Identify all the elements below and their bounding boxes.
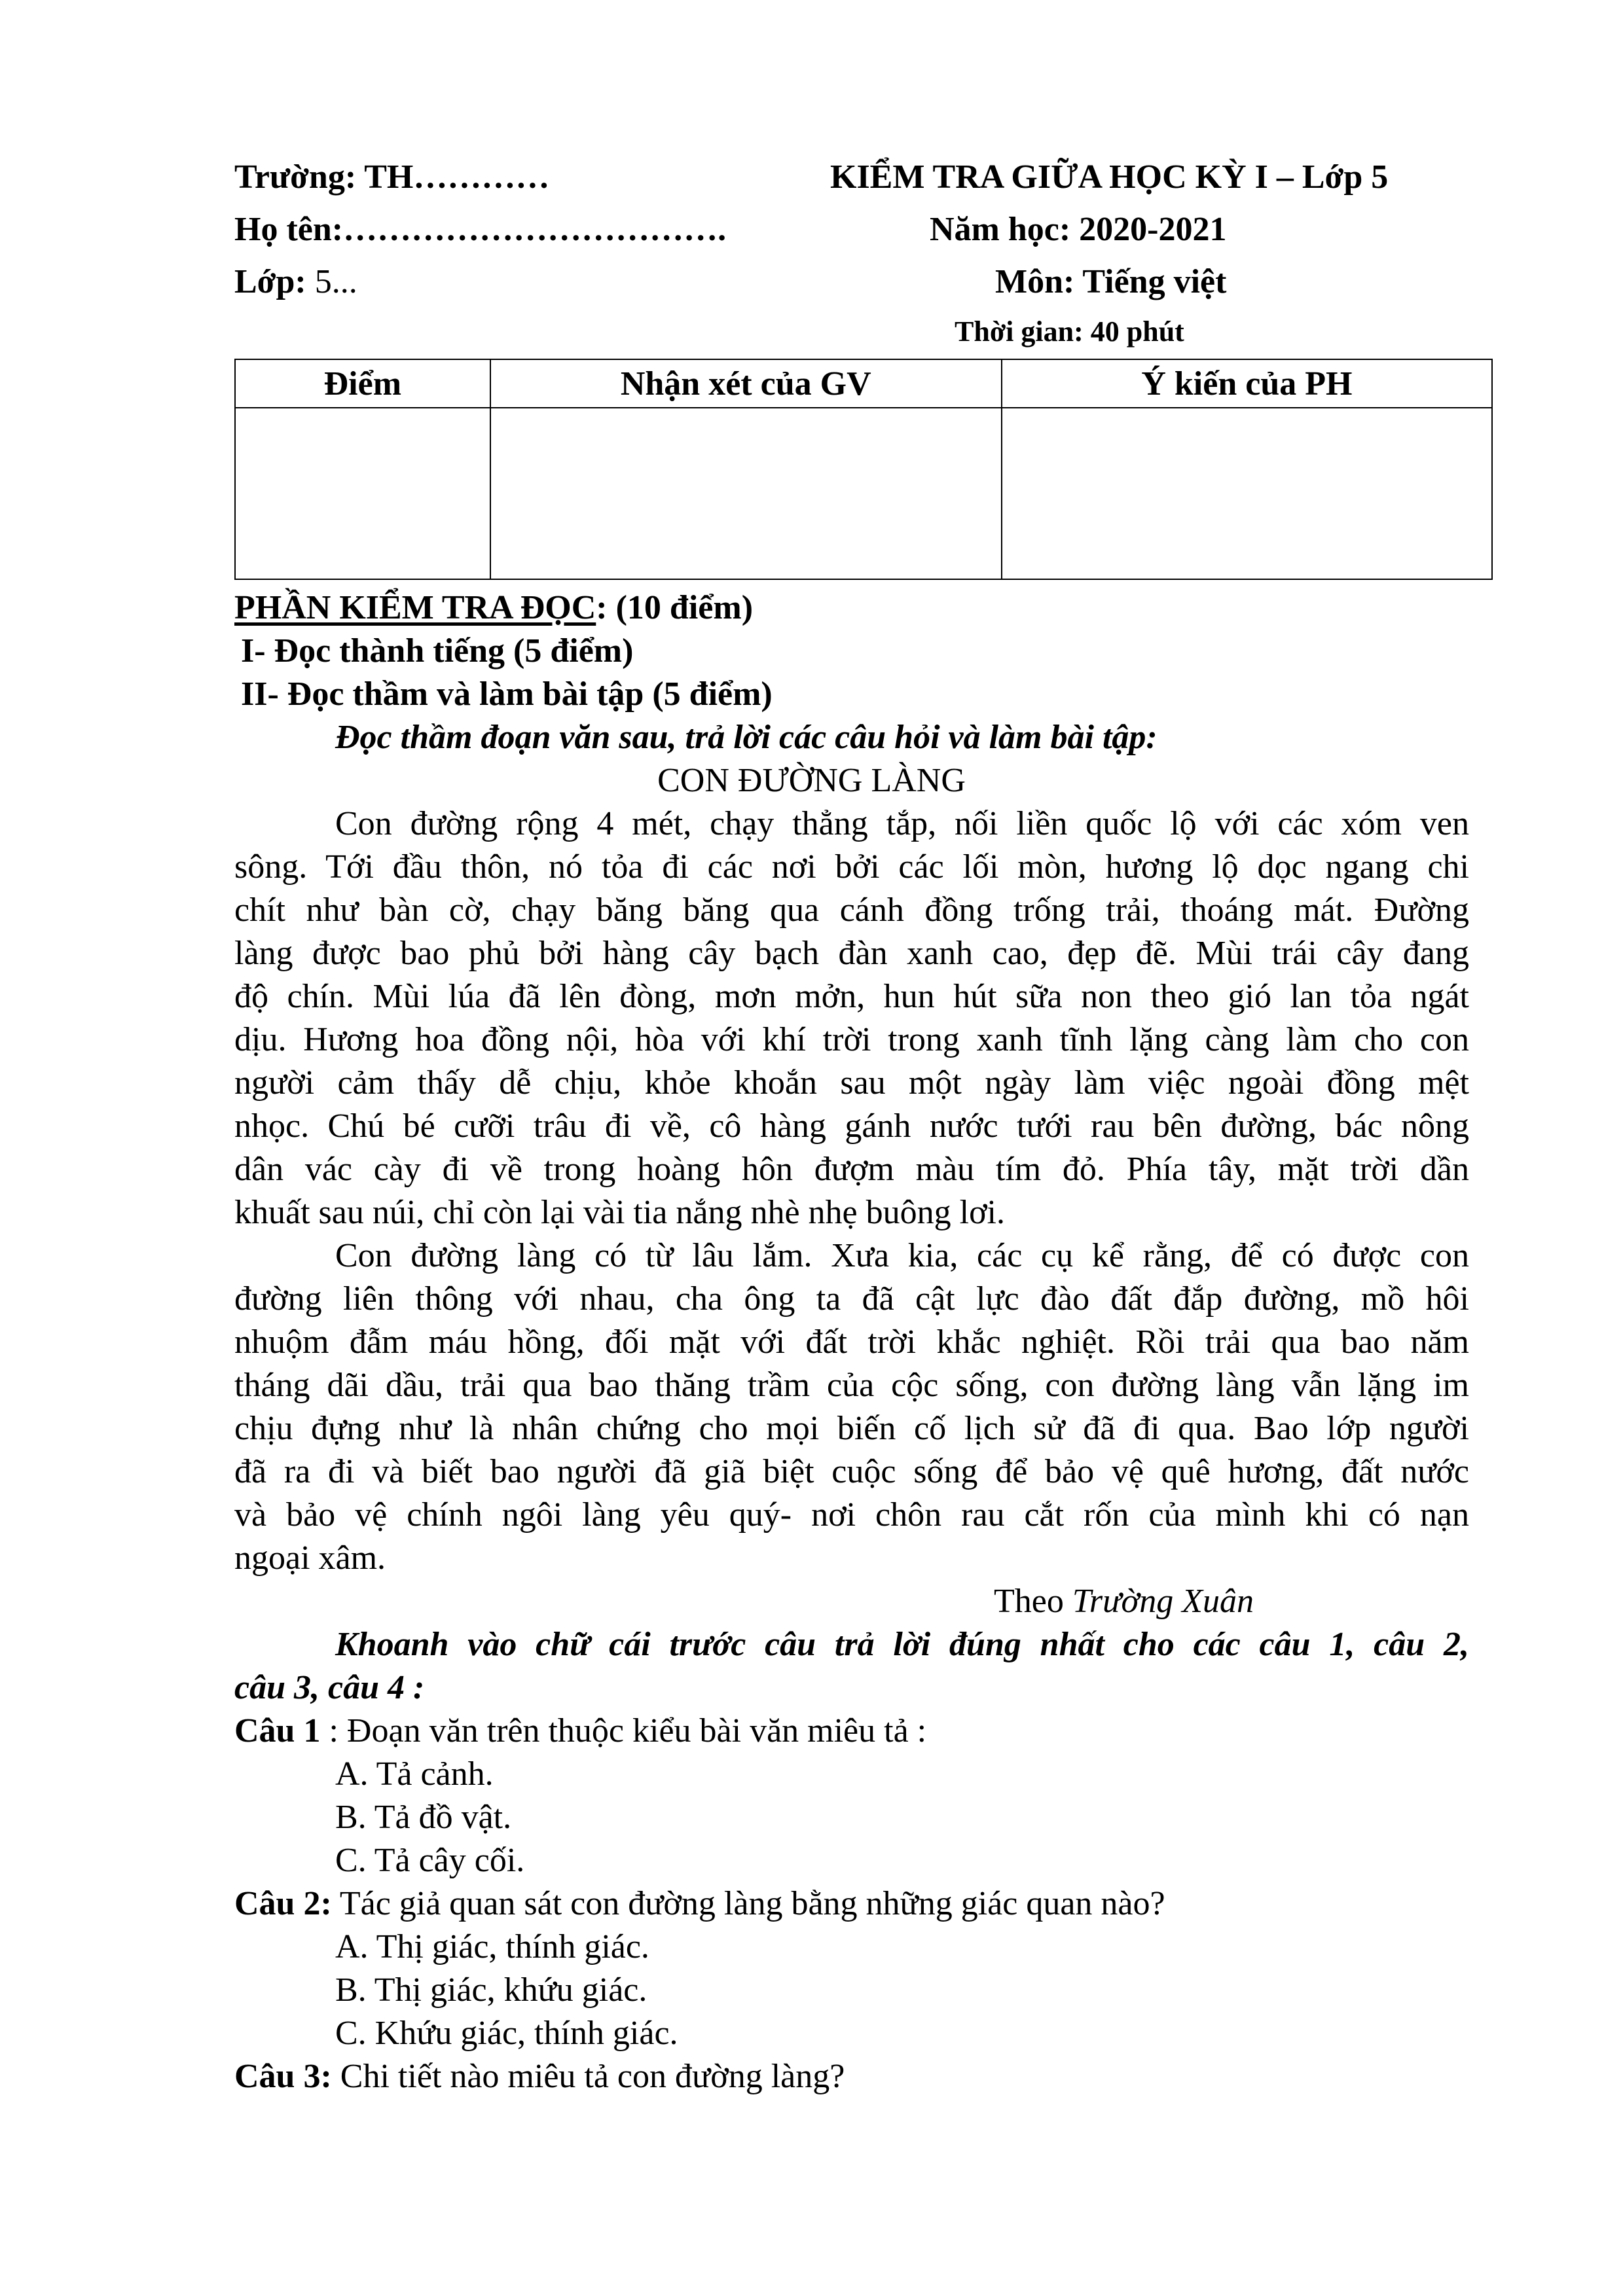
question-1-option-b[interactable]: B. Tả đồ vật. bbox=[335, 1799, 512, 1836]
question-2-option-b[interactable]: B. Thị giác, khứu giác. bbox=[335, 1971, 647, 2009]
passage-line: làng được bao phủ bởi hàng cây bạch đàn xanh cao, đẹp đẽ. Mùi trái cây đang bbox=[234, 935, 1469, 972]
passage-line: chít như bàn cờ, chạy băng băng qua cánh đồng trống trải, thoáng mát. Đường bbox=[234, 891, 1469, 929]
passage-line: độ chín. Mùi lúa đã lên đòng, mơn mởn, hun hút sữa non theo gió lan tỏa ngát bbox=[234, 978, 1469, 1015]
passage-line: dịu. Hương hoa đồng nội, hòa với khí trời trong xanh tĩnh lặng càng làm cho con bbox=[234, 1021, 1469, 1058]
question-1-text: : Đoạn văn trên thuộc kiểu bài văn miêu tả : bbox=[320, 1712, 927, 1749]
class-field bbox=[234, 262, 357, 302]
school-field: Trường: TH………… bbox=[234, 158, 550, 196]
question-3-text: Chi tiết nào miêu tả con đường làng? bbox=[331, 2058, 845, 2095]
class-label: Lớp: bbox=[234, 263, 306, 300]
reading-section-title: PHẦN KIỂM TRA ĐỌC bbox=[234, 589, 596, 626]
passage-line: đường liên thông với nhau, cha ông ta đã cật lực đào đất đắp đường, mồ hôi bbox=[234, 1280, 1469, 1318]
source-prefix: Theo bbox=[994, 1583, 1064, 1620]
passage-line: tháng dãi dầu, trải qua bao thăng trầm của cộc sống, con đường làng vẫn lặng im bbox=[234, 1367, 1469, 1404]
question-3-label: Câu 3: bbox=[234, 2058, 332, 2095]
passage-source bbox=[994, 1581, 1254, 1622]
reading-section-points: : (10 điểm) bbox=[596, 589, 754, 626]
reading-instruction: Đọc thầm đoạn văn sau, trả lời các câu hỏi và làm bài tập: bbox=[335, 719, 1158, 756]
questions-instruction-cont: câu 3, câu 4 : bbox=[234, 1669, 425, 1706]
subject: Môn: Tiếng việt bbox=[995, 263, 1227, 300]
passage-line: dân vác cày đi về trong hoàng hôn đượm màu tím đỏ. Phía tây, mặt trời dần bbox=[234, 1151, 1469, 1188]
passage-line: nhuộm đẫm máu hồng, đối mặt với đất trời khắc nghiệt. Rồi trải qua bao năm bbox=[234, 1323, 1469, 1361]
passage-line: chịu đựng như là nhân chứng cho mọi biến cố lịch sử đã đi qua. Bao lớp người bbox=[234, 1410, 1469, 1447]
passage-line: nhọc. Chú bé cưỡi trâu đi về, cô hàng gánh nước tưới rau bên đường, bác nông bbox=[234, 1107, 1469, 1145]
parent-opinion-cell[interactable] bbox=[1002, 408, 1492, 579]
part1-heading: I- Đọc thành tiếng (5 điểm) bbox=[241, 632, 634, 670]
column-header-parent-opinion: Ý kiến của PH bbox=[1002, 359, 1492, 408]
passage-line: và bảo vệ chính ngôi làng yêu quý- nơi chôn rau cắt rốn của mình khi có nạn bbox=[234, 1496, 1469, 1534]
questions-instruction: Khoanh vào chữ cái trước câu trả lời đúng nhất cho các câu 1, câu 2, bbox=[335, 1626, 1469, 1663]
column-header-teacher-comment: Nhận xét của GV bbox=[490, 359, 1002, 408]
question-2-label: Câu 2: bbox=[234, 1885, 332, 1922]
class-value: 5... bbox=[314, 263, 357, 300]
school-year: Năm học: 2020-2021 bbox=[930, 211, 1227, 248]
reading-section-heading bbox=[234, 588, 753, 628]
question-2 bbox=[234, 1884, 1165, 1924]
story-title: CON ĐƯỜNG LÀNG bbox=[657, 762, 966, 799]
question-2-option-c[interactable]: C. Khứu giác, thính giác. bbox=[335, 2015, 678, 2052]
name-field: Họ tên:……………………………. bbox=[234, 211, 727, 248]
column-header-score: Điểm bbox=[235, 359, 490, 408]
source-author: Trường Xuân bbox=[1072, 1583, 1254, 1620]
teacher-comment-cell[interactable] bbox=[490, 408, 1002, 579]
passage-line: người cảm thấy dễ chịu, khỏe khoắn sau một ngày làm việc ngoài đồng mệt bbox=[234, 1064, 1469, 1102]
question-1-label: Câu 1 bbox=[234, 1712, 321, 1749]
passage-line: khuất sau núi, chỉ còn lại vài tia nắng nhè nhẹ buông lơi. bbox=[234, 1194, 1006, 1231]
grade-table bbox=[234, 359, 1493, 580]
passage-line: đã ra đi và biết bao người đã giã biệt cuộc sống để bảo vệ quê hương, đất nước bbox=[234, 1453, 1469, 1490]
exam-time: Thời gian: 40 phút bbox=[955, 315, 1184, 348]
question-1 bbox=[234, 1711, 926, 1751]
exam-title: KIỂM TRA GIỮA HỌC KỲ I – Lớp 5 bbox=[830, 158, 1389, 196]
passage-line: Con đường làng có từ lâu lắm. Xưa kia, các cụ kể rằng, để có được con bbox=[335, 1237, 1469, 1274]
question-1-option-a[interactable]: A. Tả cảnh. bbox=[335, 1755, 494, 1793]
part2-heading: II- Đọc thầm và làm bài tập (5 điểm) bbox=[241, 675, 773, 713]
question-2-text: Tác giả quan sát con đường làng bằng những giác quan nào? bbox=[331, 1885, 1165, 1922]
score-cell[interactable] bbox=[235, 408, 490, 579]
passage-line: ngoại xâm. bbox=[234, 1539, 386, 1577]
question-3 bbox=[234, 2056, 845, 2097]
passage-line: Con đường rộng 4 mét, chạy thẳng tắp, nối liền quốc lộ với các xóm ven bbox=[335, 805, 1469, 842]
passage-line: sông. Tới đầu thôn, nó tỏa đi các nơi bởi các lối mòn, hương lộ dọc ngang chi bbox=[234, 848, 1469, 886]
question-2-option-a[interactable]: A. Thị giác, thính giác. bbox=[335, 1928, 649, 1965]
question-1-option-c[interactable]: C. Tả cây cối. bbox=[335, 1842, 525, 1879]
